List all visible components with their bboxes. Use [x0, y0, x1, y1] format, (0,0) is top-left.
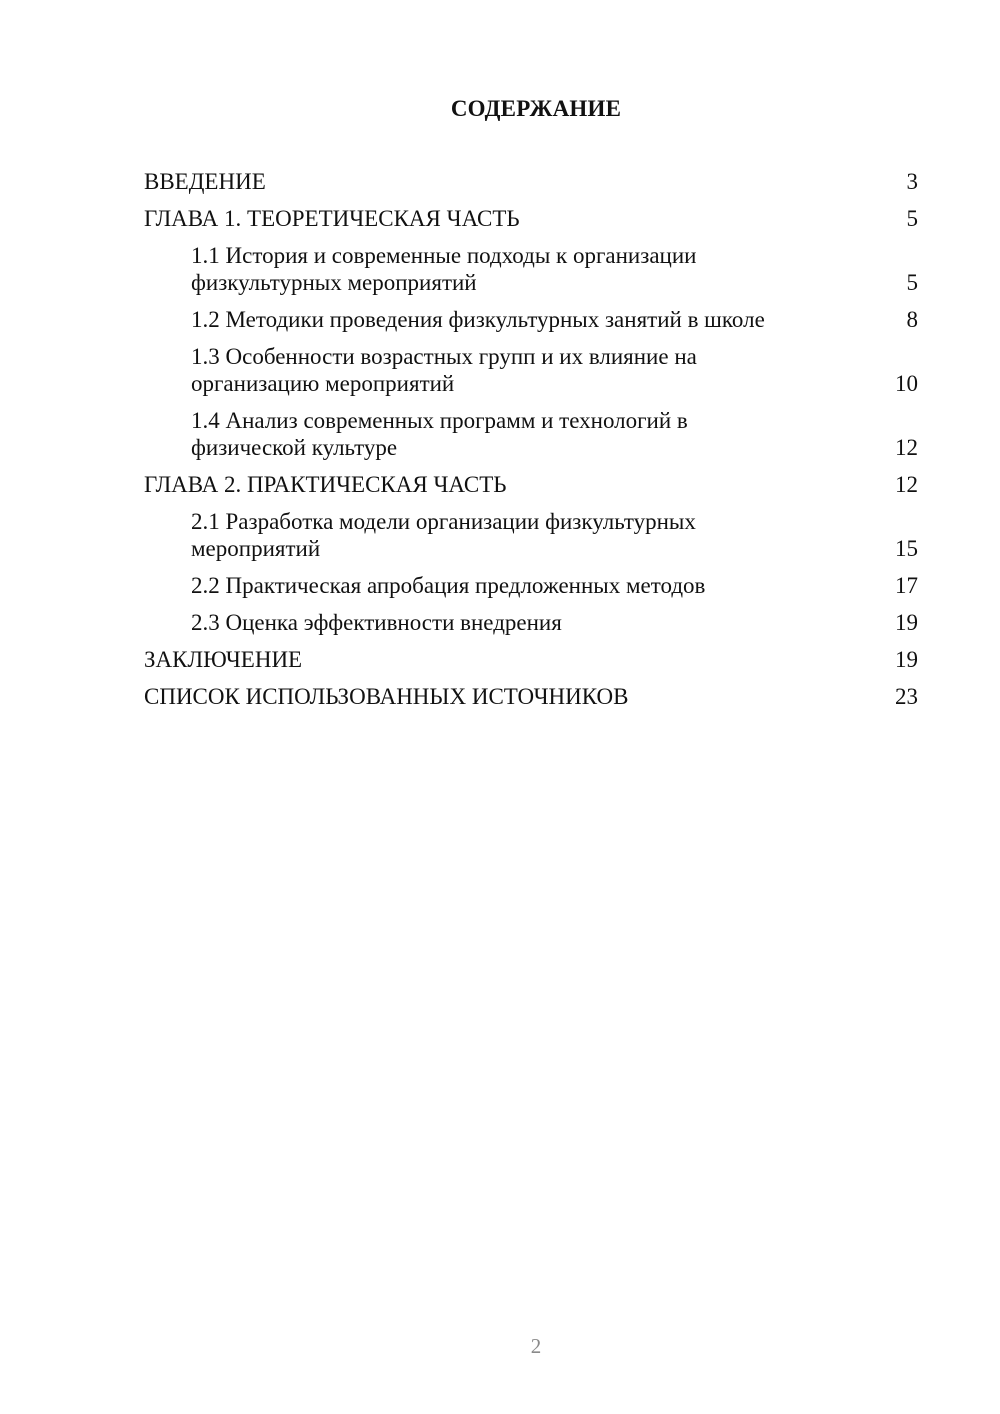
- toc-entry-label: 1.4 Анализ современных программ и технологий в физической культуре: [191, 408, 688, 460]
- toc-entry-page: 23: [895, 684, 918, 709]
- toc-entry-label: ГЛАВА 1. ТЕОРЕТИЧЕСКАЯ ЧАСТЬ: [144, 206, 520, 231]
- toc-entry-label: 2.3 Оценка эффективности внедрения: [191, 610, 562, 635]
- toc-entry-label: ГЛАВА 2. ПРАКТИЧЕСКАЯ ЧАСТЬ: [144, 472, 507, 497]
- toc-entry-label: 1.1 История и современные подходы к организации физкультурных мероприятий: [191, 243, 697, 295]
- toc-entry-page: 15: [895, 536, 918, 561]
- toc-entry-chapter-2[interactable]: [144, 471, 918, 498]
- toc-entry-references[interactable]: [144, 683, 918, 710]
- toc-entry-page: 3: [906, 169, 918, 194]
- toc-entry-page: 12: [895, 472, 918, 497]
- toc-entry-label: 1.3 Особенности возрастных групп и их влияние на организацию мероприятий: [191, 344, 697, 396]
- toc-entry-page: 10: [895, 371, 918, 396]
- toc-entry-section-1-1[interactable]: [191, 242, 918, 296]
- page-number: 2: [530, 1334, 542, 1358]
- toc-entry-section-1-2[interactable]: [191, 306, 918, 333]
- toc-entry-page: 5: [906, 270, 918, 295]
- toc-entry-section-2-2[interactable]: [191, 572, 918, 599]
- toc-entry-page: 8: [906, 307, 918, 332]
- toc-entry-chapter-1[interactable]: [144, 205, 918, 232]
- toc-entry-section-2-1[interactable]: [191, 508, 918, 562]
- toc-entry-introduction[interactable]: [144, 168, 918, 195]
- table-of-contents: [144, 168, 918, 720]
- toc-entry-page: 17: [895, 573, 918, 598]
- toc-entry-label: ЗАКЛЮЧЕНИЕ: [144, 647, 303, 672]
- toc-entry-page: 19: [895, 647, 918, 672]
- toc-title: СОДЕРЖАНИЕ: [450, 96, 622, 121]
- toc-entry-label: 2.1 Разработка модели организации физкультурных мероприятий: [191, 509, 696, 561]
- toc-entry-page: 19: [895, 610, 918, 635]
- toc-entry-label: 2.2 Практическая апробация предложенных методов: [191, 573, 706, 598]
- toc-entry-section-1-4[interactable]: [191, 407, 918, 461]
- toc-entry-section-2-3[interactable]: [191, 609, 918, 636]
- toc-entry-section-1-3[interactable]: [191, 343, 918, 397]
- toc-entry-label: 1.2 Методики проведения физкультурных занятий в школе: [191, 307, 765, 332]
- toc-entry-page: 5: [906, 206, 918, 231]
- toc-entry-page: 12: [895, 435, 918, 460]
- toc-entry-label: ВВЕДЕНИЕ: [144, 169, 266, 194]
- toc-entry-conclusion[interactable]: [144, 646, 918, 673]
- toc-entry-label: СПИСОК ИСПОЛЬЗОВАННЫХ ИСТОЧНИКОВ: [144, 684, 629, 709]
